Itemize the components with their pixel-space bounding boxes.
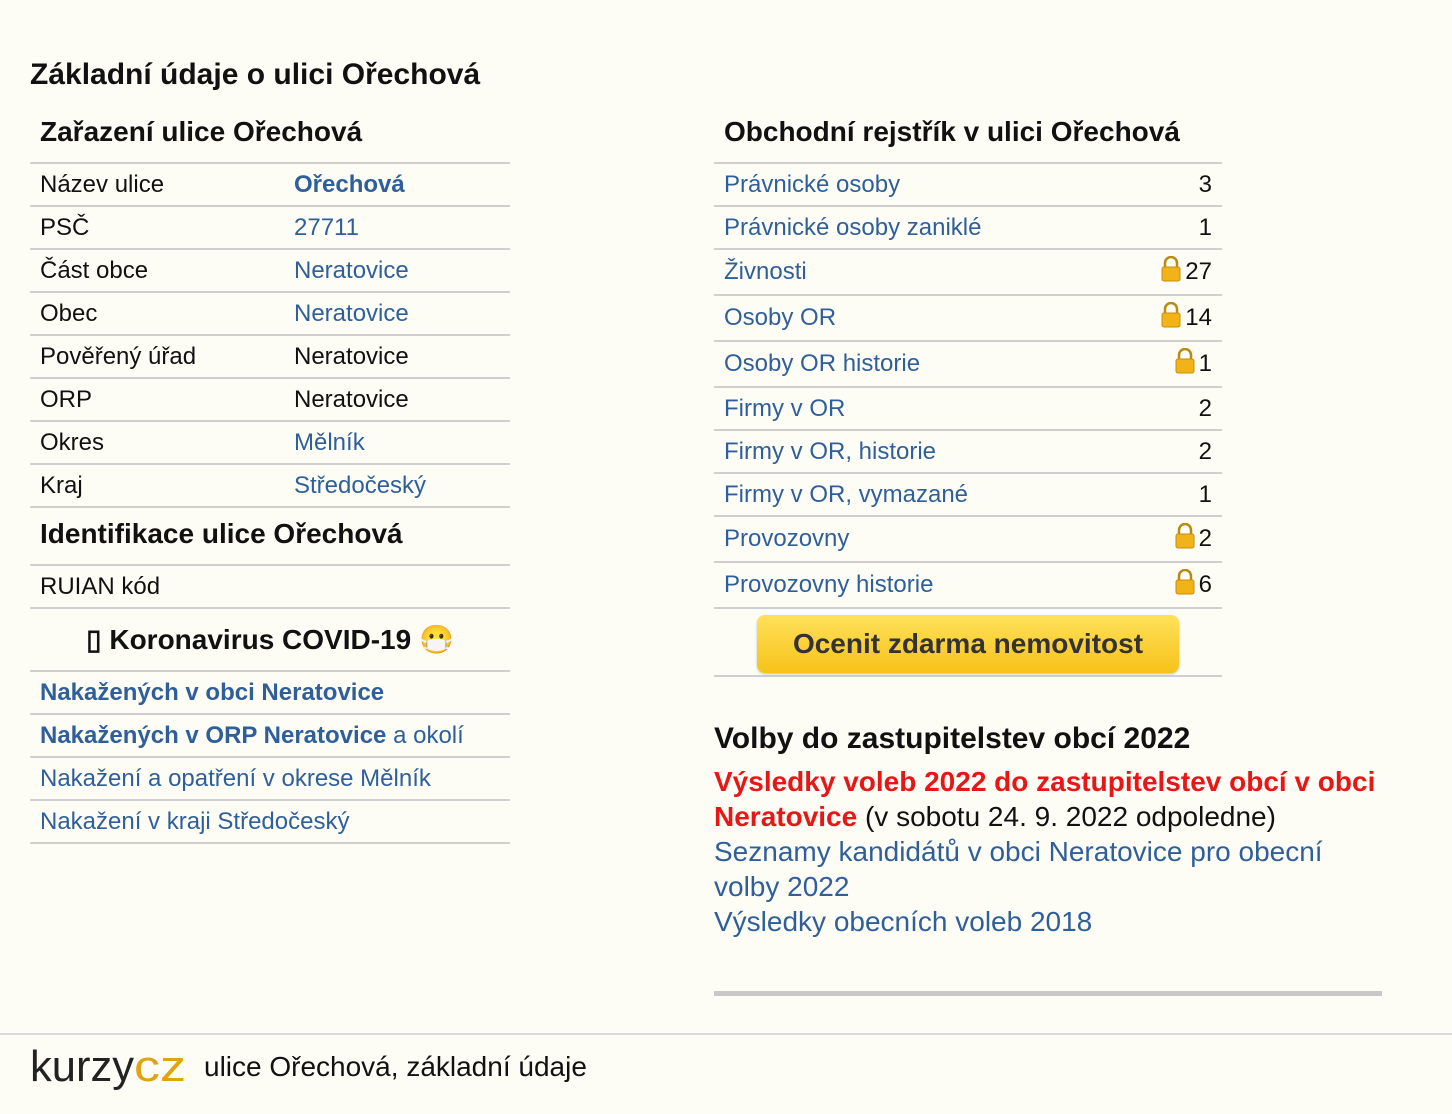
table-row <box>714 473 1222 516</box>
row-count: 2 <box>1112 430 1222 473</box>
pravnicke-osoby-zanikle-link[interactable]: Právnické osoby zaniklé <box>724 213 982 241</box>
placeholder-glyph-icon: ▯ <box>86 624 102 655</box>
row-label: Obec <box>30 292 284 335</box>
volby-results-note: (v sobotu 24. 9. 2022 odpoledne) <box>864 801 1276 832</box>
table-row <box>714 164 1222 206</box>
table-row <box>714 295 1222 341</box>
rejstrik-table <box>714 164 1222 609</box>
zarazeni-heading: Zařazení ulice Ořechová <box>30 110 510 164</box>
footer <box>0 1033 1452 1114</box>
results-2018-link[interactable]: Výsledky obecních voleb 2018 <box>714 906 1093 937</box>
row-label: Pověřený úřad <box>30 335 284 378</box>
list-item <box>30 801 510 844</box>
row-count: 27 <box>1185 257 1212 285</box>
identifikace-heading: Identifikace ulice Ořechová <box>30 508 510 566</box>
row-value: Neratovice <box>284 378 510 421</box>
pravnicke-osoby-link[interactable]: Právnické osoby <box>724 170 901 198</box>
section-divider <box>714 991 1382 996</box>
table-row <box>30 164 510 206</box>
table-row <box>30 206 510 249</box>
covid-orp-link[interactable]: Nakažených v ORP Neratovice <box>40 722 387 749</box>
candidates-link[interactable]: Seznamy kandidátů v obci Neratovice pro obecní volby 2022 <box>714 836 1323 902</box>
kurzy-logo[interactable] <box>30 1041 190 1096</box>
button-row <box>714 609 1222 677</box>
row-count: 6 <box>1198 570 1212 598</box>
firmy-v-or-link[interactable]: Firmy v OR <box>724 394 846 422</box>
street-info-column <box>30 110 510 844</box>
osoby-or-historie-link[interactable]: Osoby OR historie <box>724 350 921 377</box>
volby-2022-results-link[interactable]: Výsledky voleb 2022 do zastupitelstev obcí v obci Neratovice <box>714 766 1376 832</box>
list-item <box>30 758 510 801</box>
row-value: Neratovice <box>284 335 510 378</box>
provozovny-link[interactable]: Provozovny <box>724 525 850 552</box>
cast-obce-link[interactable]: Neratovice <box>294 256 409 284</box>
table-row <box>30 464 510 507</box>
face-mask-icon: 😷 <box>418 624 454 655</box>
covid-kraj-link[interactable]: Nakažení v kraji Středočeský <box>40 808 350 835</box>
row-label: ORP <box>30 378 284 421</box>
logo-text-cz: cz <box>134 1042 186 1091</box>
business-register-column <box>714 110 1222 677</box>
table-row <box>714 516 1222 562</box>
obec-link[interactable]: Neratovice <box>294 299 409 327</box>
row-count: 1 <box>1112 473 1222 516</box>
firmy-v-or-historie-link[interactable]: Firmy v OR, historie <box>724 437 937 465</box>
covid-obec-link[interactable]: Nakažených v obci Neratovice <box>40 679 385 706</box>
list-item <box>30 715 510 758</box>
row-label: Název ulice <box>30 164 284 206</box>
firmy-v-or-vymazane-link[interactable]: Firmy v OR, vymazané <box>724 480 969 508</box>
ocenit-nemovitost-button[interactable]: Ocenit zdarma nemovitost <box>757 615 1179 673</box>
table-row <box>30 335 510 378</box>
provozovny-historie-link[interactable]: Provozovny historie <box>724 571 934 598</box>
covid-okres-link[interactable]: Nakažení a opatření v okrese Mělník <box>40 765 431 792</box>
row-count: 2 <box>1112 387 1222 430</box>
table-row <box>714 341 1222 387</box>
table-row <box>714 387 1222 430</box>
osoby-or-link[interactable]: Osoby OR <box>724 304 837 331</box>
volby-results-paragraph <box>714 764 1382 834</box>
rejstrik-heading: Obchodní rejstřík v ulici Ořechová <box>714 110 1222 164</box>
table-row <box>30 249 510 292</box>
row-count: 3 <box>1112 164 1222 206</box>
row-count: 1 <box>1112 206 1222 249</box>
table-row <box>30 378 510 421</box>
covid-heading <box>30 609 510 672</box>
lock-icon <box>1174 569 1196 602</box>
logo-text-kurzy: kurzy <box>30 1042 134 1091</box>
table-row <box>714 206 1222 249</box>
okres-link[interactable]: Mělník <box>294 428 365 456</box>
elections-section <box>714 722 1382 939</box>
psc-link[interactable]: 27711 <box>294 213 359 241</box>
lock-icon <box>1160 256 1182 289</box>
kraj-link[interactable]: Středočeský <box>294 471 427 499</box>
list-item <box>30 672 510 715</box>
volby-heading: Volby do zastupitelstev obcí 2022 <box>714 722 1191 755</box>
lock-icon <box>1160 302 1182 335</box>
row-count: 14 <box>1185 303 1212 331</box>
table-row <box>714 562 1222 608</box>
row-count: 2 <box>1198 524 1212 552</box>
row-label: Okres <box>30 421 284 464</box>
ruian-row <box>30 566 510 609</box>
table-row <box>714 430 1222 473</box>
row-label: Část obce <box>30 249 284 292</box>
table-row <box>30 421 510 464</box>
table-row <box>714 249 1222 295</box>
street-name-link[interactable]: Ořechová <box>294 170 405 198</box>
footer-caption: ulice Ořechová, základní údaje <box>204 1051 587 1082</box>
lock-icon <box>1174 523 1196 556</box>
table-row <box>30 292 510 335</box>
zivnosti-link[interactable]: Živnosti <box>724 258 807 285</box>
lock-icon <box>1174 348 1196 381</box>
page-title: Základní údaje o ulici Ořechová <box>30 58 481 91</box>
zarazeni-table <box>30 164 510 508</box>
row-label: Kraj <box>30 464 284 507</box>
row-label: PSČ <box>30 206 284 249</box>
row-count: 1 <box>1198 349 1212 377</box>
covid-orp-suffix: a okolí <box>393 722 464 749</box>
covid-heading-text: Koronavirus COVID-19 <box>109 624 412 655</box>
ruian-label: RUIAN kód <box>40 573 161 600</box>
